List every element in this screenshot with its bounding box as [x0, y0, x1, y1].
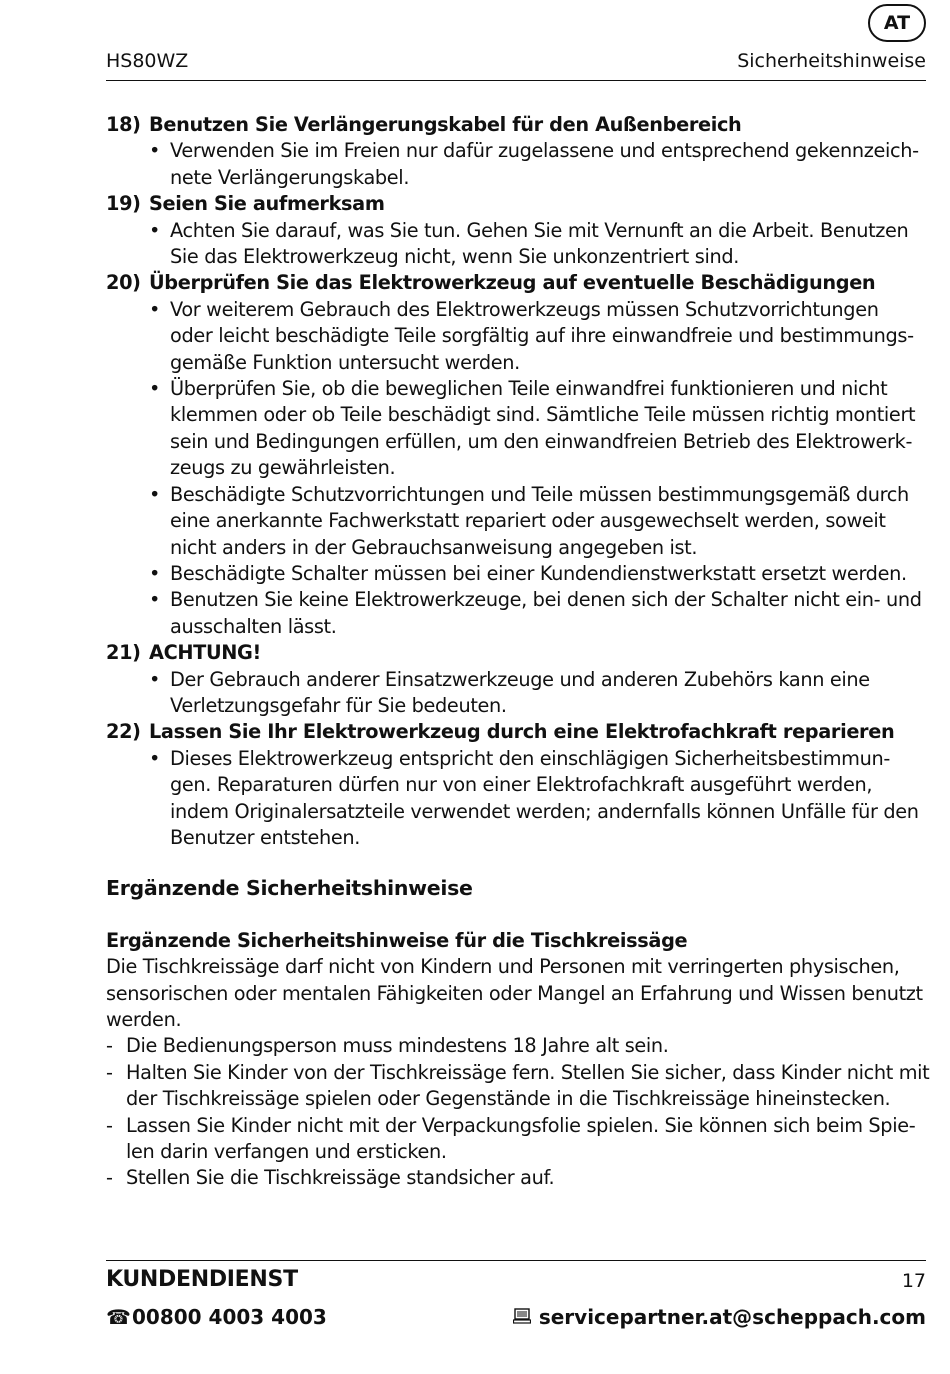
dash-item [106, 1165, 928, 1191]
dash-list [106, 1033, 928, 1191]
dash-item [106, 1113, 928, 1166]
text-line: Lassen Sie Kinder nicht mit der Verpackungsfolie spielen. Sie können sich beim Spie- [126, 1113, 916, 1137]
bullet-list [106, 667, 928, 720]
model-name: HS80WZ [106, 50, 189, 72]
service-title: KUNDENDIENST [106, 1267, 298, 1292]
bullet-icon: • [149, 667, 161, 691]
country-badge: AT [868, 4, 926, 42]
text-line: Halten Sie Kinder von der Tischkreissäge fern. Stellen Sie sicher, dass Kinder nicht mit [126, 1060, 930, 1084]
bullet-item [149, 297, 928, 376]
dash-icon: - [106, 1060, 113, 1084]
dash-item [106, 1060, 928, 1113]
text-line: gen. Reparaturen dürfen nur von einer Elektrofachkraft ausgeführt werden, [170, 773, 873, 797]
item-heading [106, 640, 928, 666]
item-heading [106, 719, 928, 745]
bullet-list [106, 297, 928, 640]
page-number: 17 [901, 1270, 926, 1292]
text-line: klemmen oder ob Teile beschädigt sind. Sämtliche Teile müssen richtig montiert [170, 403, 916, 427]
text-line: Der Gebrauch anderer Einsatzwerkzeuge und anderen Zubehörs kann eine [170, 667, 870, 691]
numbered-items [106, 112, 928, 851]
text-line: len darin verfangen und ersticken. [126, 1140, 447, 1164]
item-heading [106, 112, 928, 138]
main-content [106, 112, 928, 1192]
text-line: Benutzen Sie keine Elektrowerkzeuge, bei denen sich der Schalter nicht ein- und [170, 588, 922, 612]
text-line: sensorischen oder mentalen Fähigkeiten oder Mangel an Erfahrung und Wissen benutzt [106, 981, 923, 1005]
bullet-item [149, 482, 928, 561]
computer-icon [513, 1305, 539, 1329]
safety-item [106, 640, 928, 719]
dash-icon: - [106, 1113, 113, 1137]
intro-paragraph [106, 954, 928, 1033]
text-line: sein und Bedingungen erfüllen, um den einwandfreien Betrieb des Elektrowerk- [170, 429, 913, 453]
bullet-item [149, 376, 928, 482]
safety-item [106, 719, 928, 851]
bullet-icon: • [149, 482, 161, 506]
text-line: Sie das Elektrowerkzeug nicht, wenn Sie unkonzentriert sind. [170, 245, 739, 269]
item-number: 20) [106, 271, 141, 295]
text-line: ausschalten lässt. [170, 614, 337, 638]
item-title: Seien Sie aufmerksam [149, 192, 385, 216]
text-line: Achten Sie darauf, was Sie tun. Gehen Sie mit Vernunft an die Arbeit. Benutzen [170, 218, 909, 242]
text-line: Verletzungsgefahr für Sie bedeuten. [170, 693, 507, 717]
item-heading [106, 270, 928, 296]
bullet-item [149, 746, 928, 852]
safety-item [106, 112, 928, 191]
item-title: Überprüfen Sie das Elektrowerkzeug auf eventuelle Beschädigungen [149, 271, 876, 295]
bullet-item [149, 667, 928, 720]
bullet-item [149, 218, 928, 271]
safety-item [106, 270, 928, 640]
item-number: 19) [106, 192, 141, 216]
text-line: Überprüfen Sie, ob die beweglichen Teile einwandfrei funktionieren und nicht [170, 377, 888, 401]
section-heading: Ergänzende Sicherheitshinweise [106, 876, 473, 901]
safety-item [106, 191, 928, 270]
text-line: nicht anders in der Gebrauchsanweisung angegeben ist. [170, 535, 698, 559]
text-line: werden. [106, 1008, 182, 1031]
text-line: Benutzer entstehen. [170, 825, 361, 849]
bullet-item [149, 138, 928, 191]
text-line: indem Originalersatzteile verwendet werden; andernfalls können Unfälle für den [170, 799, 919, 823]
item-number: 21) [106, 641, 141, 665]
text-line: gemäße Funktion untersucht werden. [170, 350, 520, 374]
bullet-icon: • [149, 377, 161, 401]
text-line: zeugs zu gewährleisten. [170, 456, 396, 480]
footer-divider [106, 1260, 926, 1261]
bullet-list [106, 138, 928, 191]
text-line: nete Verlängerungskabel. [170, 165, 410, 189]
item-title: Lassen Sie Ihr Elektrowerkzeug durch eine Elektrofachkraft reparieren [149, 720, 895, 744]
bullet-icon: • [149, 218, 161, 242]
bullet-icon: • [149, 588, 161, 612]
header-section-title: Sicherheitshinweise [737, 50, 926, 72]
item-title: ACHTUNG! [149, 641, 261, 665]
text-line: Vor weiterem Gebrauch des Elektrowerkzeugs müssen Schutzvorrichtungen [170, 297, 879, 321]
dash-icon: - [106, 1166, 113, 1190]
text-line: der Tischkreissäge spielen oder Gegenstände in die Tischkreissäge hineinstecken. [126, 1087, 891, 1111]
service-email [513, 1305, 926, 1329]
section-subheading: Ergänzende Sicherheitshinweise für die Tischkreissäge [106, 928, 688, 952]
bullet-icon: • [149, 561, 161, 585]
text-line: Beschädigte Schutzvorrichtungen und Teile müssen bestimmungsgemäß durch [170, 482, 909, 506]
bullet-icon: • [149, 297, 161, 321]
bullet-item [149, 587, 928, 640]
dash-icon: - [106, 1034, 113, 1058]
text-line: Die Tischkreissäge darf nicht von Kindern und Personen mit verringerten physischen, [106, 955, 900, 979]
page-header [106, 50, 926, 81]
phone-icon: ☎ [106, 1305, 131, 1329]
text-line: Beschädigte Schalter müssen bei einer Kundendienstwerkstatt ersetzt werden. [170, 561, 907, 585]
bullet-list [106, 746, 928, 852]
email-address: servicepartner.at@scheppach.com [538, 1305, 926, 1329]
item-number: 18) [106, 113, 141, 136]
bullet-list [106, 218, 928, 271]
dash-item [106, 1033, 928, 1059]
service-phone [106, 1305, 327, 1329]
bullet-item [149, 561, 928, 587]
item-title: Benutzen Sie Verlängerungskabel für den Außenbereich [149, 113, 742, 136]
bullet-icon: • [149, 746, 161, 770]
text-line: Die Bedienungsperson muss mindestens 18 Jahre alt sein. [126, 1034, 669, 1058]
bullet-icon: • [149, 139, 161, 163]
item-heading [106, 191, 928, 217]
text-line: Dieses Elektrowerkzeug entspricht den einschlägigen Sicherheitsbestimmun- [170, 746, 890, 770]
phone-number: 00800 4003 4003 [132, 1305, 327, 1329]
text-line: eine anerkannte Fachwerkstatt repariert oder ausgewechselt werden, soweit [170, 509, 886, 533]
text-line: Verwenden Sie im Freien nur dafür zugelassene und entsprechend gekennzeich- [170, 139, 919, 163]
item-number: 22) [106, 720, 141, 744]
text-line: Stellen Sie die Tischkreissäge standsicher auf. [126, 1166, 555, 1190]
text-line: oder leicht beschädigte Teile sorgfältig auf ihre einwandfreie und bestimmungs- [170, 324, 914, 348]
